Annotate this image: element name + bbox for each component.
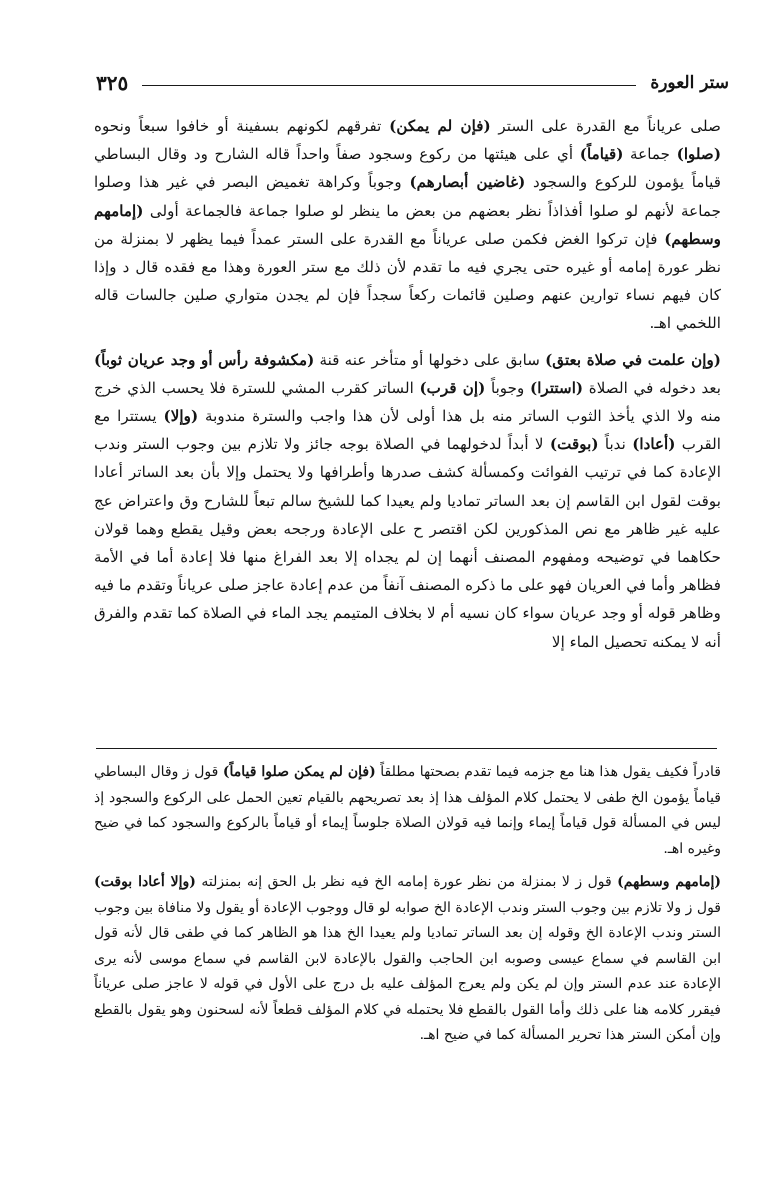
bold-lemma: (غاضين أبصارهم) [409, 173, 526, 192]
text-run: وجوباً [485, 378, 531, 397]
text-run: الساتر كقرب المشي للسترة فلا يحسب الذي خرج منه ولا الذي يأخذ الثوب الساتر منه بل هذا أولى لأن هذا واجب والسترة مندوبة [94, 378, 721, 426]
page-header [96, 62, 729, 96]
text-run: لا أبداً لدخولهما في الصلاة بوجه جائز ولا تلازم بين وجوب الستر وندب الإعادة كما في ترتيب الفوائت وكمسألة كشف صدرها وأطرافها ولا يحتمل وإلا بأن بعد الساتر أعادا بوقت لقول ابن القاسم إن بعد الساتر تماديا ولم يعيدا كما للشيخ سالم تبعاً للشارح وق واعتراض عج عليه غير ظاهر مع نص المذكورين لكن اقتصر ح على الإعادة ورجحه بعض وقيل يقطع وهما قولان حكاهما في توضيحه ومفهوم المصنف أنهما إن لم يجداه إلا بعد الفراغ منها فلا إعادة أما في الأمة فظاهر وأما في العريان فهو على ما ذكره المصنف آنفاً من عدم إعادة عاجز صلى عرياناً وتقدم ما فيه وظاهر قوله أو وجد عريان سواء كان نسيه أم لا بخلاف المتيمم يجد الماء في الصلاة كما تقدم والفرق أنه لا يمكنه تحصيل الماء إلا [94, 435, 721, 651]
footnote-paragraph [94, 870, 721, 1049]
bold-lemma: (إن قرب) [419, 378, 486, 397]
bold-lemma: (وإلا أعادا بوقت) [94, 874, 196, 890]
footnotes [94, 760, 721, 1049]
bold-lemma: (إمامهم وسطهم) [617, 874, 721, 890]
text-run: فإن تركوا الغض فكمن صلى عرياناً مع القدرة على الستر عمداً فيما يظهر لا بمنزلة من نظر عورة إمامه أو غيره حتى يجري فيه ما تقدم لأن ذلك مع ستر العورة وهذا مع فقده قال د وإذا كان فيهم نساء توارين عنهم وصلين قائمات ركعاً سجداً فإن لم يجدن متواري صلين جالسات قاله اللخمي اهـ. [94, 229, 721, 333]
text-run: سابق على دخولها أو متأخر عنه قنة [314, 350, 546, 369]
text-run: وجوباً وكراهة تغميض البصر في غير هذا وصلوا جماعة لأنهم لو صلوا أفذاذاً نظر بعضهم من بعض ما ينظر لو صلوا جماعة فالجماعة أولى [94, 173, 721, 220]
page-number: ٣٢٥ [96, 71, 129, 95]
footnote-separator [96, 748, 717, 749]
text-run: قادراً فكيف يقول هذا هنا مع جزمه فيما تقدم بصحتها مطلقاً [375, 764, 721, 780]
text-run: جماعة [623, 145, 677, 164]
bold-lemma: (وإلا) [163, 407, 199, 426]
text-run: تفرقهم لكونهم بسفينة أو خافوا سبعاً ونحوه [94, 117, 390, 135]
running-title: ستر العورة [650, 73, 729, 93]
text-run: أي على هيئتها من ركوع وسجود صفاً واحداً قاله الشارح ود وقال البساطي قياماً يؤمون للركوع والسجود [94, 145, 721, 192]
text-run: يستترا مع القرب [94, 407, 721, 454]
text-run: قول ز وقال البساطي قياماً يؤمون الخ طفى لا يحتمل كلام المؤلف هذا إذ بعد تصريحهم بالقيام تعين الحمل على الركوع والسجود إذ ليس في المسألة قول قياماً إيماء وإنما فيه قولان الصلاة جلوساً إيماء أو قياماً بالركوع والسجود كما في ضيح وغيره اهـ. [94, 764, 721, 857]
bold-lemma: (مكشوفة رأس أو وجد عريان ثوباً) [94, 350, 315, 369]
text-run: قول ز لا بمنزلة من نظر عورة إمامه الخ فيه نظر بل الحق إنه بمنزلته [195, 874, 618, 890]
bold-lemma: (قياماً) [579, 145, 624, 164]
bold-lemma: (فإن لم يمكن صلوا قياماً) [222, 764, 376, 780]
text-run: بعد دخوله في الصلاة [583, 378, 721, 397]
main-paragraph [94, 112, 721, 338]
text-run: ندباً [598, 435, 633, 454]
main-paragraph [94, 346, 721, 656]
main-text [94, 112, 721, 656]
bold-lemma: (إمامهم وسطهم) [94, 201, 721, 248]
text-run: صلى عرياناً مع القدرة على الستر [490, 117, 721, 135]
footnote-paragraph [94, 760, 721, 862]
bold-lemma: (صلوا) [676, 145, 722, 164]
text-run: قول ز ولا تلازم بين وجوب الستر وندب الإعادة الخ صوابه لو قال ووجوب الإعادة أو يقول ولا منافاة بين وجوب الستر وندب الإعادة الخ وقوله إن بعد الساتر تماديا ولم يعيدا الخ هذا هو الظاهر كما في طفى قال لأنه قول ابن القاسم في سماع عيسى وصوبه ابن الحاجب والقول بالإعادة لابن القاسم في سماع موسى لأنه يرى الإعادة عند عدم الستر وإن لم يكن ولم يعرج المؤلف عليه بل درج على الأول في قوله لا عاجز صلى عرياناً فيقرر كلامه هنا على ذلك وأما القول بالقطع فلا يحتمله في كلام المؤلف قطعاً لأنه لسحنون وهو يقول بالقطع وإن أمكن الستر هذا تحرير المسألة كما في ضيح اهـ. [94, 899, 722, 1043]
bold-lemma: (فإن لم يمكن) [389, 117, 491, 135]
header-rule [142, 85, 636, 86]
bold-lemma: (بوقت) [549, 435, 599, 454]
bold-lemma: (استترا) [530, 378, 584, 397]
bold-lemma: (وإن علمت في صلاة بعتق) [545, 350, 721, 369]
bold-lemma: (أعادا) [632, 435, 676, 454]
